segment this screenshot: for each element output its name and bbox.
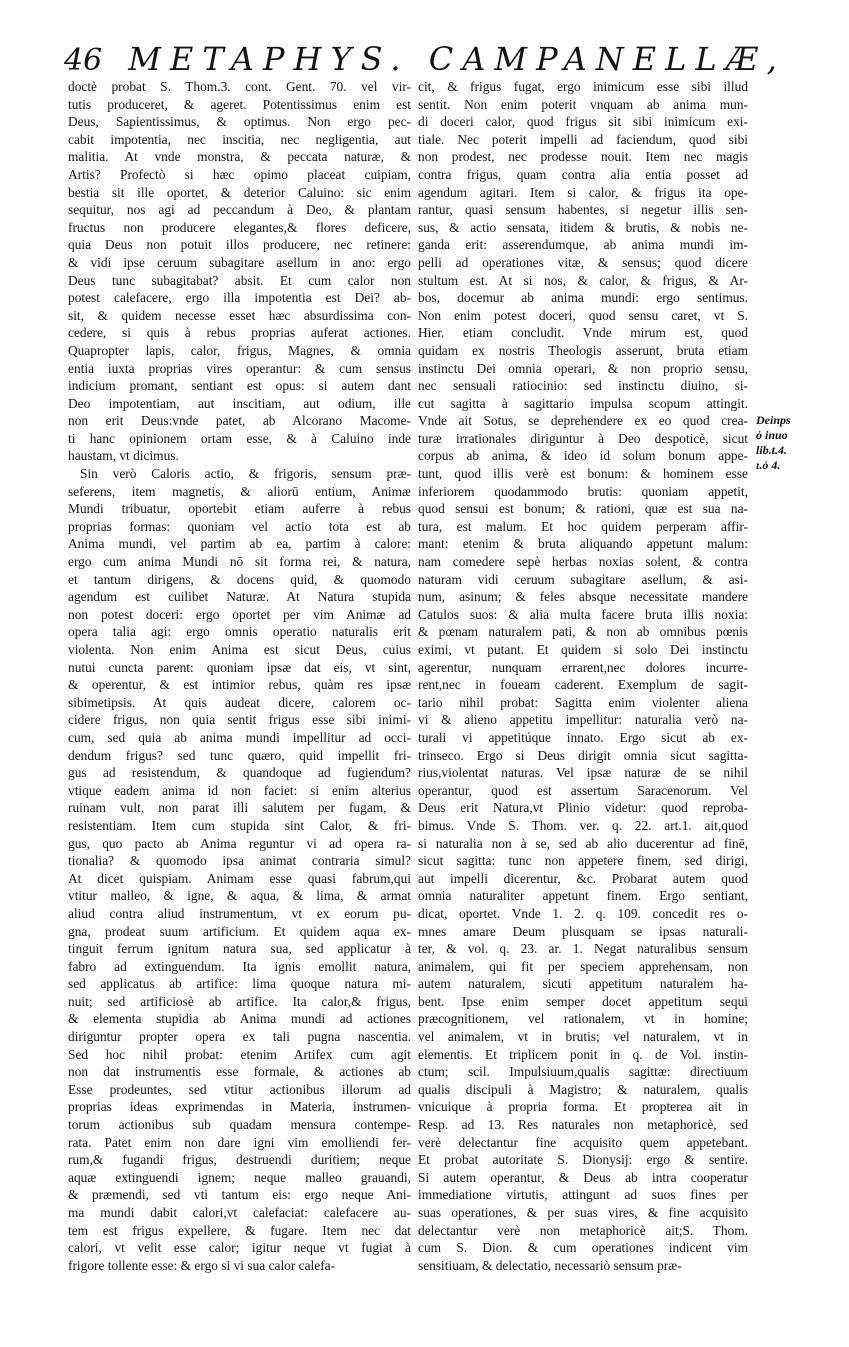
marginal-note-line: Deinps: [756, 413, 791, 427]
text-line: dicat, oportet. Vnde 1. 2. q. 109. concedit res o-: [418, 905, 748, 921]
text-line: frigore tollente esse: & ergo si vi sua calor calefa-: [68, 1257, 336, 1273]
text-line: gus, quo pacto ab Anima reguntur vi ad opera ra-: [68, 835, 411, 851]
text-line: torum actionibus sub quadam mensura contempe-: [68, 1117, 411, 1133]
text-line: entia iuxta proprias vires operantur: & cum sensus: [68, 360, 411, 376]
text-line: & operentur, & est intimior rebus, quàm res ipsæ: [68, 677, 411, 693]
text-line: rantur, quasi sensum habentes, si negetur illis sen-: [418, 202, 748, 218]
text-line: aut impelli dicerentur, &c. Probarat autem quod: [418, 870, 748, 886]
text-line: Vnde ait Sotus, se deprehendere ex eo quod crea-: [418, 413, 748, 429]
marginal-note-line: ι.ὀ 4.: [756, 458, 781, 472]
text-line: & præmendi, sed vti tantum eis: ergo neque Ani-: [68, 1187, 411, 1203]
marginal-note: [756, 413, 812, 473]
text-line: rum,& fugandi frigus, destruendi duritiem; neque: [68, 1152, 411, 1168]
text-line: tiale. Nec poterit impelli ad faciendum, quod sibi: [418, 131, 748, 147]
text-line: sentit. Non enim poterit vnquam ab anima mun-: [418, 96, 748, 112]
text-line: tinguit ferrum ignitum natura sua, sed applicatur à: [68, 941, 411, 957]
text-line: verè delectantur fine acquisito quem appetebant.: [418, 1134, 748, 1150]
marginal-note-line: lib.t.4.: [756, 443, 788, 457]
text-line: elementis. Et triplicem ponit in q. de Vol. instin-: [418, 1046, 748, 1062]
text-line: Sin verò Caloris actio, & frigoris, sensum præ-: [80, 466, 411, 482]
text-line: Resp. ad 13. Res naturales non metaphoricè, sed: [418, 1117, 748, 1133]
text-line: tura, est malum. Et hoc quidem perperam affir-: [418, 518, 748, 534]
left-text-column: [68, 78, 411, 1274]
text-line: vtique eadem anima id non faciet: si enim alterius: [68, 782, 411, 798]
text-line: eximi, vt putant. Et quidem si solo Dei instinctu: [418, 642, 748, 657]
text-line: si naturalia non à se, sed ab alio ducerentur ad finē,: [418, 835, 748, 851]
text-line: tem est frigus expellere, & fugare. Item nec dat: [68, 1222, 411, 1238]
text-line: Sed hoc nihil probat: etenim Artifex cum agit: [68, 1046, 411, 1062]
text-line: indicium promant, sentiant est opus: si autem dant: [68, 378, 411, 394]
text-line: resistentiam. Item cum stupida sint Calor, & fri-: [68, 817, 411, 833]
text-line: gus ad resistendum, & quandoque ad fugiendum?: [68, 765, 411, 781]
text-line: rent,nec in foueam caderent. Exemplum de sagit-: [418, 677, 748, 693]
text-line: bestia sit ille oportet, & deterior Caluino: sic enim: [68, 184, 411, 200]
text-line: vel animalem, vt in brutis; vel naturalem, vt in: [418, 1029, 748, 1045]
text-line: Deus erit Natura,vt Plinio videtur: quod reproba-: [418, 800, 748, 816]
text-line: Anima mundi, vel partim ab ea, partim à calore:: [68, 536, 411, 552]
text-line: ctum; scil. Impulsiuum,qualis sagittæ: directiuum: [418, 1064, 748, 1080]
text-line: nec sensuali ratiocinio: sed instinctu diuino, si-: [418, 378, 748, 394]
text-line: tutis produceret, & ageret. Potentissimus enim est: [68, 96, 411, 112]
text-line: potest calefacere, ergo illa impotentia est Dei? ab-: [68, 290, 411, 306]
text-line: sibimetipsis. At quis audeat dicere, calorem oc-: [68, 694, 411, 710]
text-line: ergo cum anima Mundi nō sit forma rei, & natura,: [68, 554, 411, 570]
text-line: ganda erit: asserendumque, ab anima mundi im-: [418, 237, 748, 253]
text-line: aquæ extinguendi ignem; neque malleo grauandi,: [68, 1169, 411, 1185]
text-line: cut sagitta à sagittario impulsa scopum attingit.: [418, 395, 748, 411]
text-line: et tantum dirigens, & docens quid, & quomodo: [68, 571, 411, 587]
text-line: Non enim potest doceri, quod sensu caret, vt S.: [418, 307, 748, 323]
text-line: sensitiuam, & delectatio, necessariò sensum præ-: [418, 1257, 682, 1273]
text-line: pelli ad operationes vitæ, & sensus; quod dicere: [418, 254, 748, 270]
text-line: quia Deus non potuit illos producere, nec retinere:: [68, 237, 411, 253]
text-line: agendum est cuilibet Naturæ. At Natura stupida: [68, 589, 411, 605]
text-line: doctè probat S. Thom.3. cont. Gent. 70. vel vir-: [68, 79, 411, 94]
text-line: sit, & quidem necesse esset hæc absurdissima con-: [68, 307, 411, 323]
text-line: dendum frigus? sed tunc quæro, quid impellit fri-: [68, 747, 411, 763]
page-number: 46: [64, 43, 103, 78]
text-line: & pœnam naturalem pati, & non ab omnibus pœnis: [418, 624, 748, 640]
text-line: Et probat autoritate S. Dionysij: ergo & sentire.: [418, 1152, 748, 1168]
text-line: non prodest, nec prodesse nouit. Item nec magis: [418, 149, 748, 165]
text-line: di doceri calor, quod frigus sit sibi inimicum exi-: [418, 114, 748, 130]
text-line: rata. Patet enim non dare igni vim emolliendi fer-: [68, 1134, 411, 1150]
text-line: animalem, qui fit per speciem apprehensam, non: [418, 958, 748, 974]
text-line: opera talia agi: ergo omnis operatio naturalis erit: [68, 624, 411, 640]
text-line: nuit; sed artificiosè ab artifice. Ita calor,& frigus,: [68, 993, 411, 1009]
text-line: autem naturalem, sicuti appetitum naturalem ha-: [418, 976, 748, 992]
text-line: Deus, Sapientissimus, & optimus. Non ergo pec-: [68, 114, 411, 130]
text-line: inferiorem quodammodo brutis: quoniam appetit,: [418, 483, 748, 499]
text-line: mant: etenim & bruta aliquando appetunt malum:: [418, 536, 748, 552]
text-line: agerentur, nunquam errarent,nec dolores incurre-: [418, 659, 748, 675]
text-line: ma mundi dabit calori,vt calefaciat: calefacere au-: [68, 1205, 411, 1220]
text-line: agendum agitari. Item si calor, & frigus ita ope-: [418, 184, 748, 200]
text-line: corpus ab anima, & ideo id solum bonum appe-: [418, 448, 748, 464]
text-line: vnicuique à propria forma. Et propterea ait in: [418, 1099, 748, 1115]
text-line: violenta. Non enim Anima est sicut Deus, cuius: [68, 642, 411, 657]
text-line: Si autem operantur, & Deus ab intra cooperatur: [418, 1169, 748, 1185]
text-line: stultum est. At si nos, & calor, & frigus, & Ar-: [418, 272, 748, 288]
text-line: Quapropter lapis, calor, frigus, Magnes, & omnia: [68, 342, 411, 358]
text-line: malitia. At vnde monstra, & peccata naturæ, &: [68, 149, 411, 165]
text-line: quod sensui est bonum; & rationi, quæ est sua na-: [418, 501, 748, 517]
text-line: sed applicatus ab artifice: lima quoque natura mi-: [68, 976, 411, 992]
text-line: Catulos suos: & alia multa facere bruta illis noxia:: [418, 606, 748, 622]
text-line: ter, & vol. q. 23. ar. 1. Negat naturalibus sensum: [418, 941, 748, 957]
text-line: cidere frigus, non quia sentit frigus esse sibi inimi-: [68, 712, 411, 728]
text-line: num, asinum; & feles absque necessitate mandere: [418, 589, 748, 605]
text-line: sus, & actio sensata, itidem & brutis, & nobis ne-: [418, 219, 748, 235]
text-line: delectantur verè non metaphoricè ait;S. Thom.: [418, 1222, 748, 1238]
text-line: turæ irrationales diriguntur à Deo despoticè, sicut: [418, 430, 748, 446]
text-line: Esse prodeuntes, sed vtitur actionibus illorum ad: [68, 1081, 411, 1097]
text-line: proprias ideas exprimendas in Materia, instrumen-: [68, 1099, 411, 1115]
text-line: præcognitionem, vel rationalem, vt in homine;: [418, 1011, 748, 1027]
marginal-note-line: ὀ inuo: [756, 428, 788, 442]
text-line: vi & alieno appetitu impellitur: naturalia verò na-: [418, 712, 748, 728]
text-line: At dicet quispiam. Animam esse quasi fabrum,qui: [68, 870, 411, 886]
text-line: suas operationes, & per suas vires, & fine acquisito: [418, 1205, 748, 1220]
text-line: cum S. Dion. & cum operationes indicent vim: [418, 1240, 748, 1256]
text-line: tario nihil probat: Sagitta enim violenter aliena: [418, 694, 748, 710]
text-line: quidam ex nostris Theologis asserunt, bruta etiam: [418, 342, 748, 358]
text-line: aliud contra aliud instrumentum, vt ex eorum pu-: [68, 905, 411, 921]
text-line: calori, vt velit esse calor; igitur neque vt fugiat à: [68, 1240, 411, 1256]
text-line: tunt, quod illis verè est bonum: & hominem esse: [418, 466, 748, 482]
text-line: naturam vidi ceruum subagitare asellum, & asi-: [418, 571, 748, 587]
text-line: non potest doceri: ergo oportet per vim Animæ ad: [68, 606, 411, 622]
text-line: & vidi ipse ceruum subagitare asellum in ano: ergo: [68, 254, 411, 270]
text-line: & elementa stupidia ab Anima mundi ad actiones: [68, 1011, 411, 1027]
text-line: mnes amare Deum plusquam se ipsas naturali-: [418, 923, 748, 939]
text-line: seferens, item magnetis, & aliorū entium, Animæ: [68, 483, 411, 499]
text-line: Artis? Profectò si hæc opimo placeat cuipiam,: [68, 166, 411, 182]
text-line: haustam, vt dicimus.: [68, 448, 179, 464]
text-line: instinctu Dei omnia operari, & non proprio sensu,: [418, 360, 748, 376]
text-line: contra frigus, quam contra alia entia posset ad: [418, 166, 748, 182]
text-line: fructus non producere elegantes,& flores deficere,: [68, 219, 411, 235]
text-line: cit, & frigus fugat, ergo inimicum esse sibi illud: [418, 79, 748, 94]
text-line: ruinam vult, non parat illi salutem per fugam, &: [68, 800, 411, 816]
text-line: bimus. Vnde S. Thom. ver. q. 22. art.1. ait,quod: [418, 817, 748, 833]
text-line: Mundi tribuatur, oportebit etiam auferre à rebus: [68, 501, 411, 517]
right-text-column: [418, 78, 748, 1274]
text-line: cedere, si quis à rebus proprias auferat actiones.: [68, 325, 411, 341]
text-line: bos, docemur ab anima mundi: ergo sentimus.: [418, 290, 748, 306]
text-line: fabro ad extinguendum. Ita ignis emollit natura,: [68, 958, 411, 974]
text-line: vtitur malleo, & igne, & aqua, & lima, & armat: [68, 888, 411, 904]
text-line: cabit impotentia, nec inscitia, nec negligentia, aut: [68, 131, 411, 147]
text-line: qualis discipuli à Magistro; & naturalem, qualis: [418, 1081, 748, 1097]
text-line: tionalia? & quomodo ipsa animat contraria simul?: [68, 853, 411, 869]
text-line: non erit Deus:vnde patet, ab Alcorano Macome-: [68, 413, 411, 429]
running-title: METAPHYS. CAMPANELLÆ,: [128, 40, 786, 78]
text-line: bent. Ipse enim semper docet appetitum sequi: [418, 993, 748, 1009]
text-line: cum, sed quia ab anima mundi impellitur ad occi-: [68, 729, 411, 745]
text-line: nutui cuncta parent: quoniam ipsæ dat eis, vt sint,: [68, 659, 411, 675]
text-line: non dat instrumentis esse formale, & actiones ab: [68, 1064, 411, 1080]
text-line: rius,violentat naturas. Vel ipsæ naturæ de se nihil: [418, 765, 748, 781]
text-line: diriguntur propter opera ex tali pugna nascentia.: [68, 1029, 411, 1045]
text-line: omnia naturaliter appetunt finem. Ergo sentiant,: [418, 888, 748, 904]
text-line: operantur, quod est assertum Saracenorum. Vel: [418, 782, 748, 798]
text-line: Deus tunc subagitabat? absit. Et cum calor non: [68, 272, 411, 288]
text-line: gna, prodeat suum artificium. Et quidem aqua ex-: [68, 923, 411, 939]
text-line: Hier. etiam concludit. Vnde mirum est, quod: [418, 325, 748, 341]
text-line: proprias formas: quoniam vel actio tota est ab: [68, 518, 411, 534]
text-line: ti hanc opinionem ortam esse, & à Caluino inde: [68, 430, 411, 446]
text-line: sequitur, nos agi ad peccandum à Deo, & plantam: [68, 202, 411, 218]
text-line: nam comedere sepè herbas noxias solent, & contra: [418, 554, 748, 570]
text-line: immediatione virtutis, attingunt ad suos fines per: [418, 1187, 748, 1203]
text-line: sicut sagitta: tunc non appetere finem, sed dirigi,: [418, 853, 748, 869]
text-line: turali vi appetitúque innato. Ergo sicut ab ex-: [418, 729, 748, 745]
text-line: trinseco. Ergo si Deus dirigit omnia sicut sagitta-: [418, 747, 748, 763]
text-line: Deo impotentiam, aut inscitiam, aut odium, ille: [68, 395, 411, 411]
